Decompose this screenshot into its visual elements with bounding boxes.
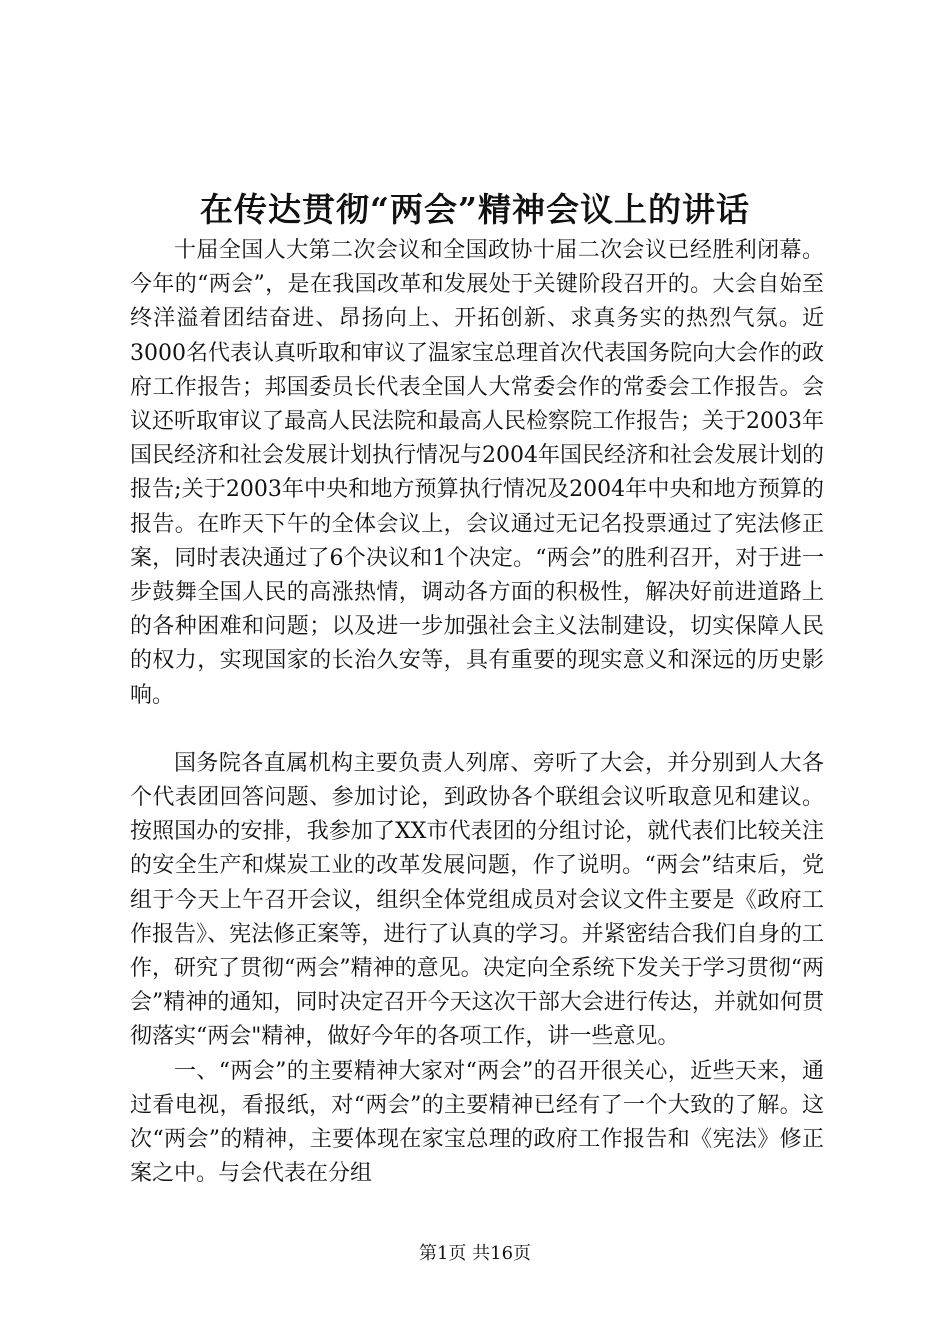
page-number-footer: 第1页 共16页 xyxy=(418,1243,532,1264)
paragraph-1: 十届全国人大第二次会议和全国政协十届二次会议已经胜利闭幕。今年的“两会”，是在我国改革和发展处于关键阶段召开的。大会自始至终洋溢着团结奋进、昂扬向上、开拓创新、求真务实的热烈气氛。近3000名代表认真听取和审议了温家宝总理首次代表国务院向大会作的政府工作报告；邦国委员长代表全国人大常委会作的常委会工作报告。会议还听取审议了最高人民法院和最高人民检察院工作报告；关于2003年国民经济和社会发展计划执行情况与2004年国民经济和社会发展计划的报告;关于2003年中央和地方预算执行情况及2004年中央和地方预算的报告。在昨天下午的全体会议上，会议通过无记名投票通过了宪法修正案，同时表决通过了6个决议和1个决定。“两会”的胜利召开，对于进一步鼓舞全国人民的高涨热情，调动各方面的积极性，解决好前进道路上的各种困难和问题；以及进一步加强社会主义法制建设，切实保障人民的权力，实现国家的长治久安等，具有重要的现实意义和深远的历史影响。 xyxy=(130,238,825,708)
paragraph-2: 国务院各直属机构主要负责人列席、旁听了大会，并分别到人大各个代表团回答问题、参加讨论，到政协各个联组会议听取意见和建议。按照国办的安排，我参加了XX市代表团的分组讨论，就代表们比较关注的安全生产和煤炭工业的改革发展问题，作了说明。“两会”结束后，党组于今天上午召开会议，组织全体党组成员对会议文件主要是《政府工作报告》、宪法修正案等，进行了认真的学习。并紧密结合我们自身的工作，研究了贯彻“两会”精神的意见。决定向全系统下发关于学习贯彻“两会”精神的通知，同时决定召开今天这次干部大会进行传达，并就如何贯彻落实“两会"精神，做好今年的各项工作，讲一些意见。 xyxy=(130,750,824,1050)
paragraph-3: 一、“两会”的主要精神大家对“两会”的召开很关心，近些天来，通过看电视，看报纸，对“两会”的主要精神已经有了一个大致的了解。这次“两会”的精神，主要体现在家宝总理的政府工作报告和《宪法》修正案之中。与会代表在分组 xyxy=(130,1058,824,1187)
document-title: 在传达贯彻“两会”精神会议上的讲话 xyxy=(200,190,750,229)
document-body xyxy=(130,234,824,1191)
paragraph-spacer xyxy=(130,713,824,747)
